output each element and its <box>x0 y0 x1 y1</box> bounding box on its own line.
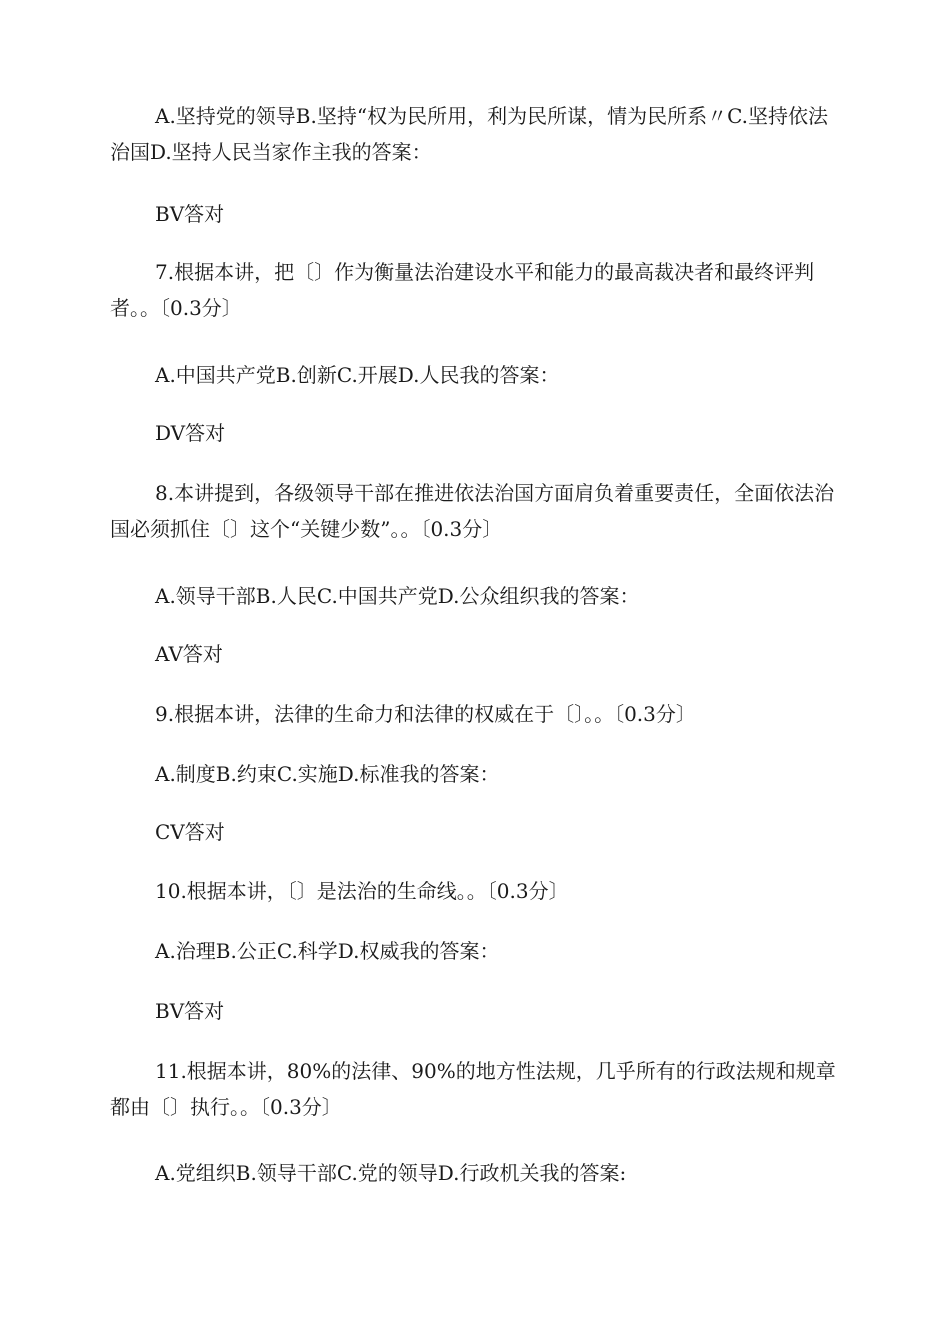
question-6-answer: BV答对 <box>155 202 225 226</box>
question-9-options: A.制度B.约束C.实施D.标准我的答案： <box>155 762 500 786</box>
question-7-options: A.中国共产党B.创新C.开展D.人民我的答案： <box>155 363 560 387</box>
question-10-prompt: 10.根据本讲，〔〕是法治的生命线。。〔0.3分〕 <box>155 879 569 903</box>
question-6-options: A.坚持党的领导B.坚持“权为民所用，利为民所谋，情为民所系〃C.坚持依法治国D.坚持人民当家作主我的答案： <box>110 104 829 164</box>
question-8-prompt: 8.本讲提到，各级领导干部在推进依法治国方面肩负着重要责任，全面依法治国必须抓住〔〕这个“关键少数”。。〔0.3分〕 <box>110 481 835 541</box>
question-8-answer: AV答对 <box>155 642 223 666</box>
question-9-answer: CV答对 <box>155 820 225 844</box>
question-10-answer: BV答对 <box>155 999 225 1023</box>
question-9-prompt: 9.根据本讲，法律的生命力和法律的权威在于〔〕。。〔0.3分〕 <box>155 702 696 726</box>
question-11-prompt: 11.根据本讲，80%的法律、90%的地方性法规，几乎所有的行政法规和规章都由〔〕执行。。〔0.3分〕 <box>110 1059 836 1119</box>
question-7-prompt: 7.根据本讲，把〔〕作为衡量法治建设水平和能力的最高裁决者和最终评判者。。〔0.3分〕 <box>110 260 815 320</box>
question-7-answer: DV答对 <box>155 421 226 445</box>
question-11-options: A.党组织B.领导干部C.党的领导D.行政机关我的答案: <box>155 1161 627 1185</box>
question-10-options: A.治理B.公正C.科学D.权威我的答案： <box>155 939 500 963</box>
question-8-options: A.领导干部B.人民C.中国共产党D.公众组织我的答案： <box>155 584 640 608</box>
